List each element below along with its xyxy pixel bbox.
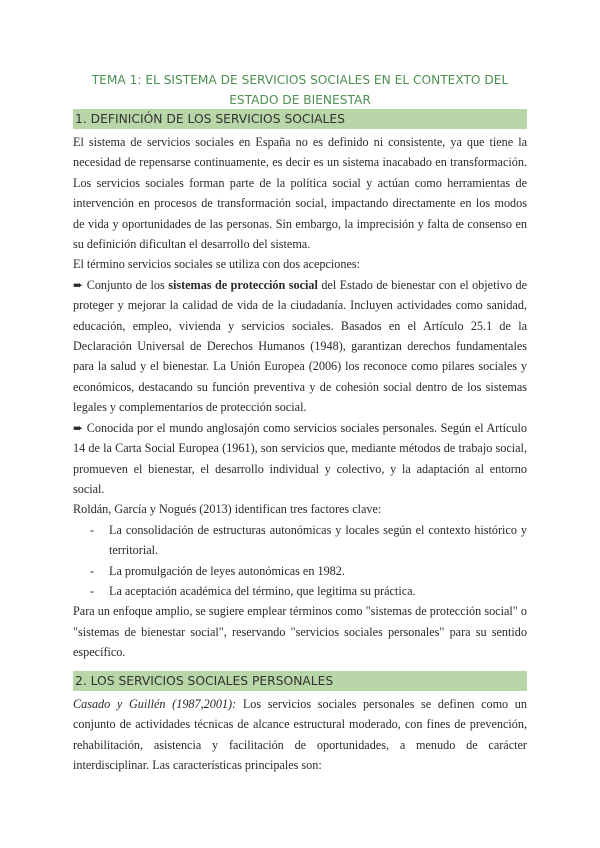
paragraph — [73, 694, 527, 776]
dash-bullet: - — [90, 583, 95, 598]
text: Conjunto de los — [83, 277, 169, 292]
paragraph: Para un enfoque amplio, se sugiere emplear términos como "sistemas de protección social" o "sistemas de bienestar social", reservando "servicios sociales personales" para su sentido específico. — [73, 604, 527, 660]
factors-list — [73, 520, 527, 602]
list-item-text: La aceptación académica del término, que legitima su práctica. — [109, 583, 416, 598]
bold-text: sistemas de protección social — [168, 277, 318, 292]
arrow-right-icon: ➨ — [73, 277, 84, 292]
citation: Casado y Guillén (1987,2001): — [73, 697, 237, 711]
paragraph: El sistema de servicios sociales en España no es definido ni consistente, ya que tiene la necesidad de repensarse continuamente, es decir es un sistema inacabado en transformación. Los servicios sociales forman parte de la política social y actúan como herramientas de intervención en procesos de transformación social, impactando directamente en los modos de vida y oportunidades de las personas. Sin embargo, la imprecisión y falta de consenso en su definición dificultan el desarrollo del sistema. — [73, 135, 527, 252]
title-line-2: ESTADO DE BIENESTAR — [229, 93, 371, 107]
paragraph — [73, 418, 527, 500]
paragraph — [73, 275, 527, 418]
arrow-right-icon: ➨ — [73, 420, 84, 435]
dash-bullet: - — [90, 522, 95, 537]
section-1-heading: 1. DEFINICIÓN DE LOS SERVICIOS SOCIALES — [73, 109, 527, 129]
title-line-1: TEMA 1: EL SISTEMA DE SERVICIOS SOCIALES EN EL CONTEXTO DEL — [91, 73, 509, 87]
list-item — [73, 561, 527, 581]
document-title — [70, 70, 530, 110]
paragraph: Roldán, García y Nogués (2013) identifican tres factores clave: — [73, 502, 382, 517]
text: Los servicios sociales personales se definen como un conjunto de actividades técnicas de alcance estructural moderado, con fines de prevención, rehabilitación, asistencia y facilitación de oportunidades, a menudo de carácter interdisciplinar. Las características principales son: — [73, 697, 527, 773]
text: Conocida por el mundo anglosajón como servicios sociales personales. Según el Artículo 14 de la Carta Social Europea (1961), son servicios que, mediante métodos de trabajo social, promueven el bienestar, el desarrollo individual y colectivo, y la adaptación al entorno social. — [73, 420, 527, 496]
list-item-text: La consolidación de estructuras autonómicas y locales según el contexto histórico y territorial. — [109, 522, 527, 558]
section-2-heading: 2. LOS SERVICIOS SOCIALES PERSONALES — [73, 671, 527, 691]
paragraph: El término servicios sociales se utiliza con dos acepciones: — [73, 257, 360, 272]
section-2-body — [73, 694, 527, 776]
list-item — [73, 581, 527, 601]
list-item-text: La promulgación de leyes autonómicas en 1982. — [109, 563, 345, 578]
list-item — [73, 520, 527, 561]
section-1-body — [73, 132, 527, 663]
dash-bullet: - — [90, 563, 95, 578]
text: del Estado de bienestar con el objetivo de proteger y mejorar la calidad de vida de la ciudadanía. Incluyen actividades como sanidad, educación, empleo, vivienda y servicios sociales. Basados en el Artículo 25.1 de la Declaración Universal de Derechos Humanos (1948), garantizan derechos fundamentales para la salud y el bienestar. La Unión Europea (2006) los reconoce como pilares sociales y económicos, destacando su función preventiva y de cohesión social dentro de los sistemas legales y complementarios de protección social. — [73, 277, 528, 415]
